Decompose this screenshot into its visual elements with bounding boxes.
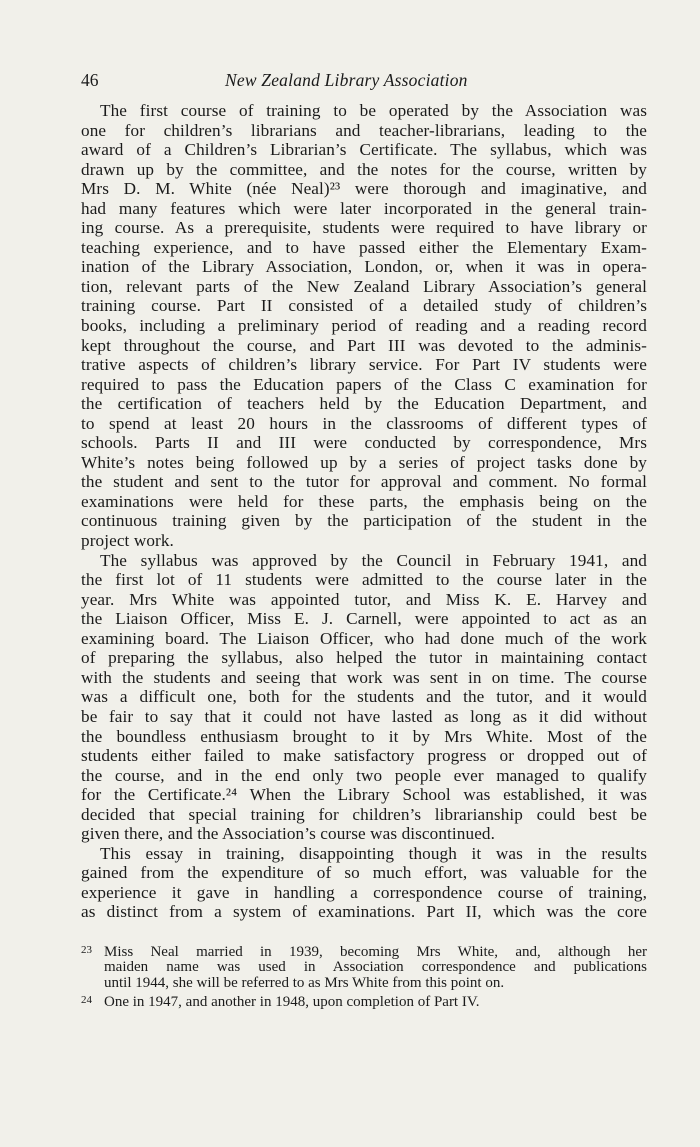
footnote-line: maiden name was used in Association correspondence and publications — [104, 958, 647, 975]
text-line: teaching experience, and to have passed either the Elementary Exam- — [81, 237, 647, 257]
footnote-text: One in 1947, and another in 1948, upon completion of Part IV. — [104, 993, 480, 1010]
footnote-line — [81, 942, 647, 959]
text-line: year. Mrs White was appointed tutor, and Miss K. E. Harvey and — [81, 589, 647, 609]
text-line: kept throughout the course, and Part III was devoted to the adminis- — [81, 335, 647, 355]
text-line: as distinct from a system of examinations. Part II, which was the core — [81, 902, 647, 922]
text-line: of preparing the syllabus, also helped the tutor in maintaining contact — [81, 648, 647, 668]
text-line: the student and sent to the tutor for approval and comment. No formal — [81, 472, 647, 492]
text-line: ing course. As a prerequisite, students were required to have library or — [81, 218, 647, 238]
page-number: 46 — [81, 70, 99, 90]
text-line: be fair to say that it could not have lasted as long as it did without — [81, 706, 647, 726]
paragraph-3 — [81, 844, 647, 922]
text-line: the first lot of 11 students were admitted to the course later in the — [81, 570, 647, 590]
paragraph-1 — [81, 101, 647, 551]
footnote-number: 24 — [81, 993, 92, 1006]
text-line: tion, relevant parts of the New Zealand Library Association’s general — [81, 276, 647, 296]
text-line: gained from the expenditure of so much effort, was valuable for the — [81, 863, 647, 883]
text-line: This essay in training, disappointing though it was in the results — [100, 843, 647, 863]
text-line: the Liaison Officer, Miss E. J. Carnell, were appointed to act as an — [81, 609, 647, 629]
text-line: continuous training given by the participation of the student in the — [81, 511, 647, 531]
footnote-24 — [81, 992, 647, 1009]
text-line: Mrs D. M. White (née Neal)²³ were thorough and imaginative, and — [81, 179, 647, 199]
text-line: experience it gave in handling a correspondence course of training, — [81, 882, 647, 902]
footnote-23 — [81, 942, 647, 992]
text-line: The syllabus was approved by the Council in February 1941, and — [100, 550, 647, 570]
text-line: ination of the Library Association, London, or, when it was in opera- — [81, 257, 647, 277]
footnote-number: 23 — [81, 944, 92, 956]
text-line: decided that special training for children’s librarianship could best be — [81, 804, 647, 824]
footnote-text: Miss Neal married in 1939, becoming Mrs White, and, although her — [104, 944, 647, 960]
text-line: given there, and the Association’s course was discontinued. — [81, 824, 496, 844]
text-line: books, including a preliminary period of reading and a reading record — [81, 316, 647, 336]
text-line: had many features which were later incorporated in the general train- — [81, 198, 647, 218]
footnotes — [81, 942, 647, 1008]
text-line: examining board. The Liaison Officer, who had done much of the work — [81, 628, 647, 648]
text-line: the boundless enthusiasm brought to it by Mrs White. Most of the — [81, 726, 647, 746]
text-line: The first course of training to be operated by the Association was — [100, 101, 647, 120]
text-line: award of a Children’s Librarian’s Certificate. The syllabus, which was — [81, 140, 647, 160]
text-line: the course, and in the end only two people ever managed to qualify — [81, 765, 647, 785]
text-line: the certification of teachers held by the Education Department, and — [81, 394, 647, 414]
text-line: trative aspects of children’s library service. For Part IV students were — [81, 355, 647, 375]
body-text — [81, 101, 647, 922]
page-header — [81, 70, 647, 94]
text-line: with the students and seeing that work was sent in on time. The course — [81, 667, 647, 687]
text-line: was a difficult one, both for the students and the tutor, and it would — [81, 687, 647, 707]
text-line: one for children’s librarians and teacher-librarians, leading to the — [81, 120, 647, 140]
paragraph-2 — [81, 551, 647, 844]
footnote-line — [81, 992, 647, 1009]
text-line: training course. Part II consisted of a detailed study of children’s — [81, 296, 647, 316]
text-line: examinations were held for these parts, the emphasis being on the — [81, 491, 647, 511]
text-line: required to pass the Education papers of the Class C examination for — [81, 374, 647, 394]
footnote-line: until 1944, she will be referred to as Mrs White from this point on. — [104, 975, 505, 992]
running-head: New Zealand Library Association — [225, 70, 468, 90]
text-line: project work. — [81, 531, 174, 551]
text-line: schools. Parts II and III were conducted by correspondence, Mrs — [81, 433, 647, 453]
text-line: to spend at least 20 hours in the classrooms of different types of — [81, 413, 647, 433]
text-line: drawn up by the committee, and the notes for the course, written by — [81, 159, 647, 179]
text-line: for the Certificate.²⁴ When the Library School was established, it was — [81, 785, 647, 805]
text-line: students either failed to make satisfactory progress or dropped out of — [81, 746, 647, 766]
text-line: White’s notes being followed up by a series of project tasks done by — [81, 452, 647, 472]
